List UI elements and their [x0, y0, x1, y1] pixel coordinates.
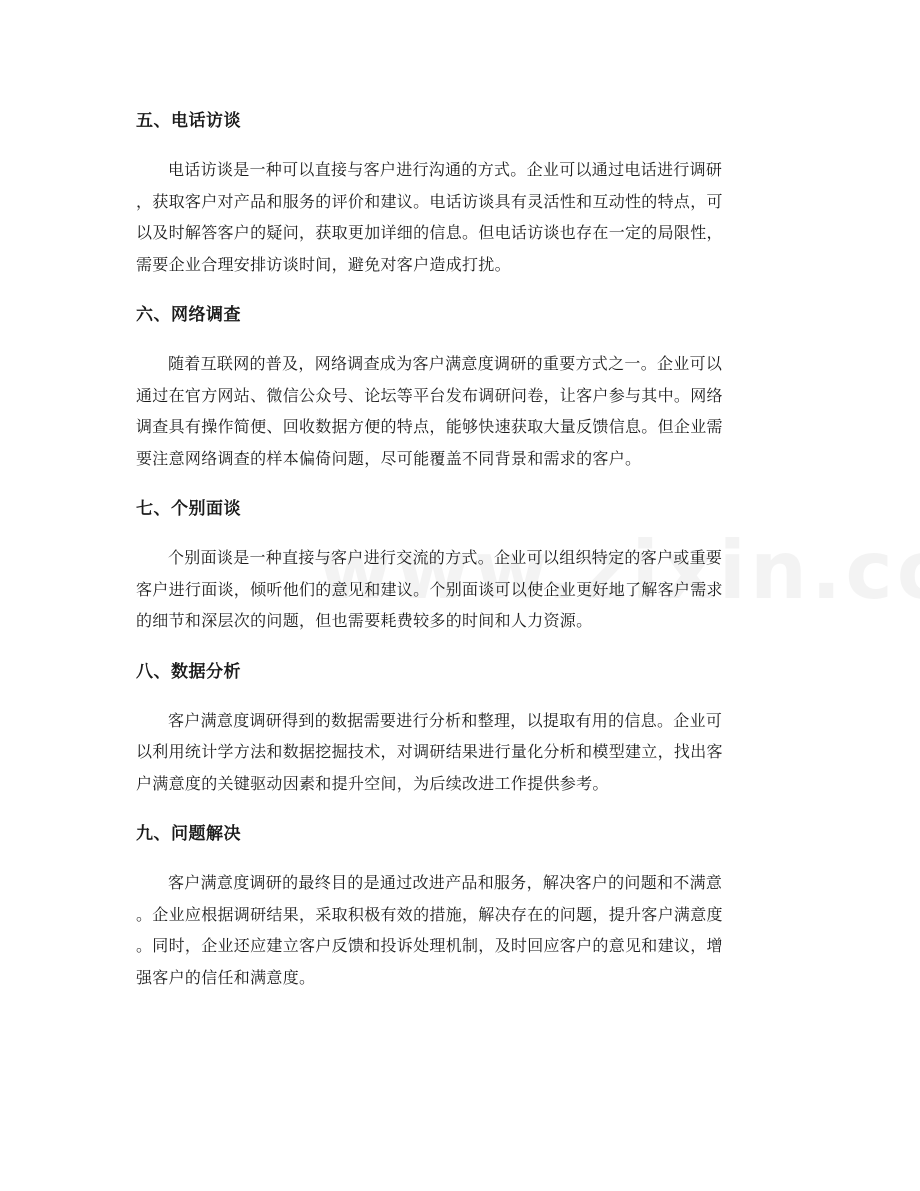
section-online-survey	[136, 298, 786, 474]
paragraph-line: 强客户的信任和满意度。	[136, 967, 316, 987]
paragraph-line: 客户满意度调研得到的数据需要进行分析和整理，以提取有用的信息。企业可	[168, 710, 723, 730]
section-heading: 八、数据分析	[136, 661, 241, 682]
section-problem-solving	[136, 817, 786, 993]
paragraph-line: 以利用统计学方法和数据挖掘技术，对调研结果进行量化分析和模型建立，找出客	[136, 742, 723, 761]
paragraph-line: ，获取客户对产品和服务的评价和建议。电话访谈具有灵活性和互动性的特点，可	[136, 191, 723, 211]
paragraph-line: 需要企业合理安排访谈时间，避免对客户造成打扰。	[136, 254, 511, 274]
paragraph-line: 随着互联网的普及，网络调查成为客户满意度调研的重要方式之一。企业可以	[168, 354, 723, 373]
section-paragraph	[136, 542, 786, 637]
section-heading: 九、问题解决	[136, 824, 241, 844]
section-paragraph	[136, 348, 786, 474]
section-phone-interview	[136, 104, 786, 280]
section-paragraph	[136, 705, 786, 800]
section-heading: 七、个别面谈	[136, 499, 241, 519]
document-body	[136, 104, 786, 1011]
paragraph-line: 调查具有操作简便、回收数据方便的特点，能够快速获取大量反馈信息。但企业需	[136, 417, 723, 436]
paragraph-line: 客户满意度调研的最终目的是通过改进产品和服务，解决客户的问题和不满意	[168, 873, 723, 892]
paragraph-line: 。企业应根据调研结果，采取积极有效的措施，解决存在的问题，提升客户满意度	[136, 904, 723, 924]
section-data-analysis	[136, 655, 786, 800]
section-individual-interview	[136, 492, 786, 637]
paragraph-line: 通过在官方网站、微信公众号、论坛等平台发布调研问卷，让客户参与其中。网络	[136, 385, 723, 405]
paragraph-line: 电话访谈是一种可以直接与客户进行沟通的方式。企业可以通过电话进行调研	[168, 160, 723, 179]
section-paragraph	[136, 867, 786, 993]
paragraph-line: 的细节和深层次的问题，但也需要耗费较多的时间和人力资源。	[136, 611, 593, 630]
section-paragraph	[136, 154, 786, 280]
paragraph-line: 以及时解答客户的疑问，获取更加详细的信息。但电话访谈也存在一定的局限性，	[136, 223, 723, 242]
section-heading: 六、网络调查	[136, 305, 241, 325]
paragraph-line: 户满意度的关键驱动因素和提升空间，为后续改进工作提供参考。	[136, 773, 609, 793]
paragraph-line: 客户进行面谈，倾听他们的意见和建议。个别面谈可以使企业更好地了解客户需求	[136, 579, 723, 599]
paragraph-line: 要注意网络调查的样本偏倚问题，尽可能覆盖不同背景和需求的客户。	[136, 448, 642, 468]
paragraph-line: 个别面谈是一种直接与客户进行交流的方式。企业可以组织特定的客户或重要	[168, 548, 723, 567]
section-heading: 五、电话访谈	[136, 111, 241, 131]
paragraph-line: 。同时，企业还应建立客户反馈和投诉处理机制，及时回应客户的意见和建议，增	[136, 936, 723, 955]
